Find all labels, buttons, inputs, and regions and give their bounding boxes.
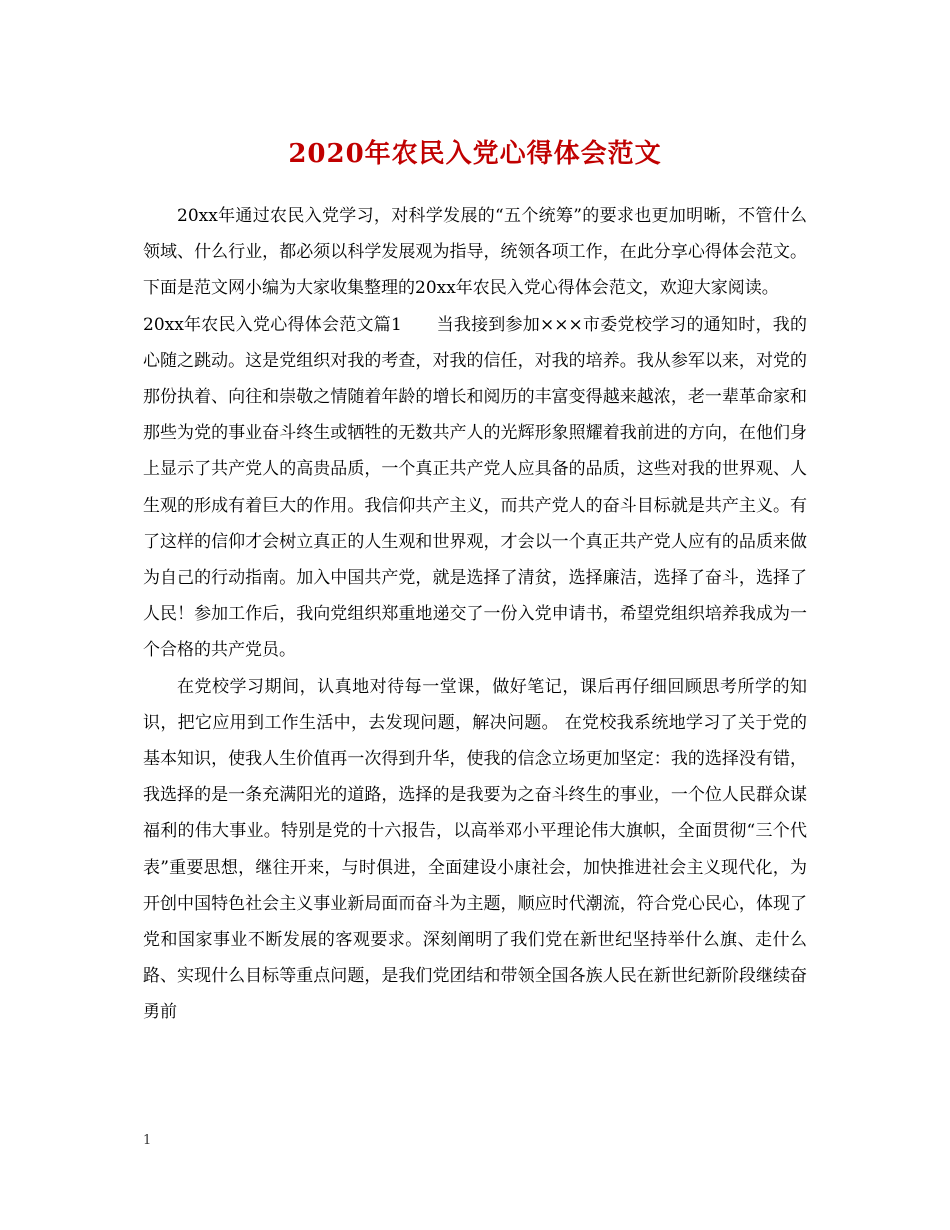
document-title: 2020年农民入党心得体会范文: [288, 139, 662, 169]
paragraph-article-1: 20xx年农民入党心得体会范文篇1 当我接到参加×××市委党校学习的通知时，我的心随之跳动。这是党组织对我的考查，对我的信任，对我的培养。我从参军以来，对党的那份执着、向往和崇敬之情随着年龄的增长和阅历的丰富变得越来越浓，老一辈革命家和那些为党的事业奋斗终生或牺牲的无数共产人的光辉形象照耀着我前进的方向，在他们身上显示了共产党人的高贵品质，一个真正共产党人应具备的品质，这些对我的世界观、人生观的形成有着巨大的作用。我信仰共产主义，而共产党人的奋斗目标就是共产主义。有了这样的信仰才会树立真正的人生观和世界观，才会以一个真正共产党人应有的品质来做为自己的行动指南。加入中国共产党，就是选择了清贫，选择廉洁，选择了奋斗，选择了人民！参加工作后，我向党组织郑重地递交了一份入党申请书，希望党组织培养我成为一个合格的共产党员。: [143, 314, 807, 661]
paragraph-party-school: 在党校学习期间，认真地对待每一堂课，做好笔记，课后再仔细回顾思考所学的知识，把它应用到工作生活中，去发现问题，解决问题。 在党校我系统地学习了关于党的基本知识，使我人生价值再一次得到升华，使我的信念立场更加坚定：我的选择没有错，我选择的是一条充满阳光的道路，选择的是我要为之奋斗终生的事业，一个位人民群众谋福利的伟大事业。特别是党的十六报告，以高举邓小平理论伟大旗帜，全面贯彻“三个代表”重要思想，继往开来，与时俱进，全面建设小康社会，加快推进社会主义现代化，为开创中国特色社会主义事业新局面而奋斗为主题，顺应时代潮流，符合党心民心，体现了党和国家事业不断发展的客观要求。深刻阐明了我们党在新世纪坚持举什么旗、走什么路、实现什么目标等重点问题，是我们党团结和带领全国各族人民在新世纪新阶段继续奋勇前: [143, 676, 807, 1023]
paragraph-intro: 20xx年通过农民入党学习，对科学发展的“五个统筹”的要求也更加明晰，不管什么领域、什么行业，都必须以科学发展观为指导，统领各项工作，在此分享心得体会范文。下面是范文网小编为大家收集整理的20xx年农民入党心得体会范文，欢迎大家阅读。: [143, 206, 807, 299]
page-number: 1: [143, 1133, 152, 1148]
document-body: [143, 198, 807, 1031]
